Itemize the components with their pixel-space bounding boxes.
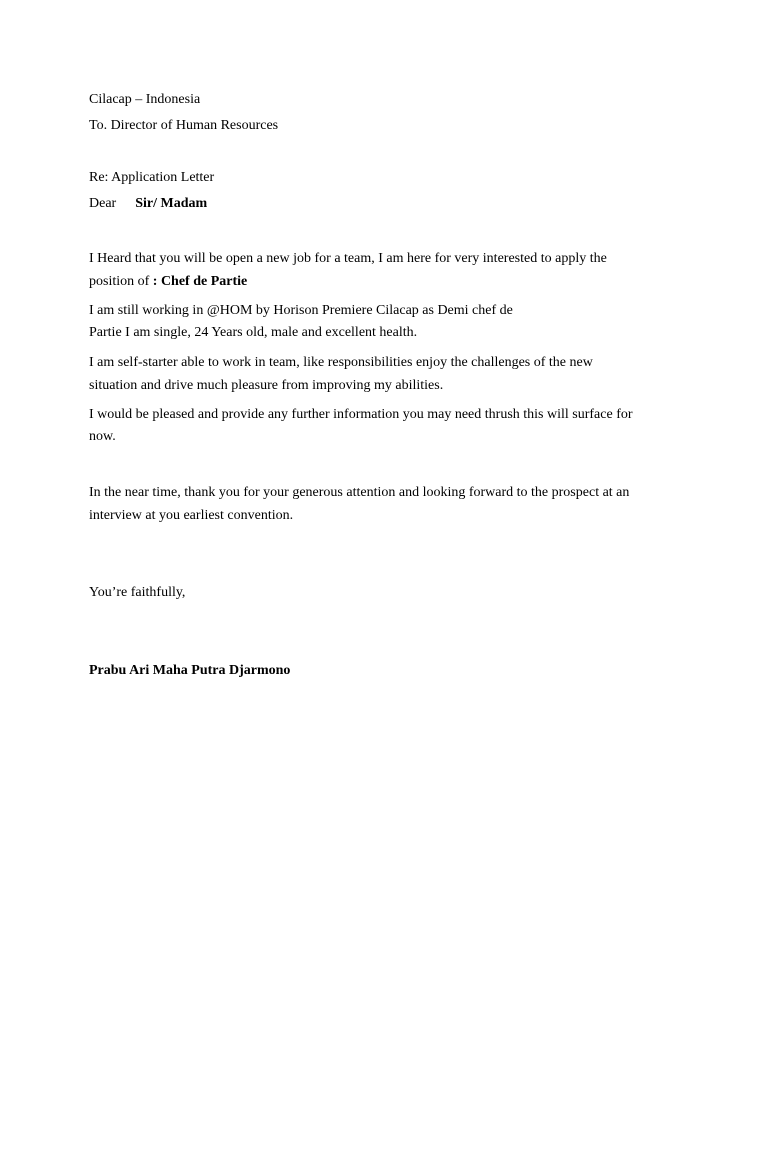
subject-line: Re: Application Letter [89, 170, 215, 185]
paragraph-3-line-1: I am self-starter able to work in team, like responsibilities enjoy the challenges of the new [89, 355, 593, 370]
position-label: position of [89, 274, 153, 289]
paragraph-2-line-2: Partie I am single, 24 Years old, male and excellent health. [89, 325, 418, 340]
salutation-name: Sir/ Madam [135, 196, 208, 211]
paragraph-1-line-2 [89, 275, 247, 289]
paragraph-2-line-1: I am still working in @HOM by Horison Premiere Cilacap as Demi chef de [89, 303, 513, 318]
paragraph-4-line-1: I would be pleased and provide any further information you may need thrush this will surface for [89, 407, 633, 422]
paragraph-1-line-1: I Heard that you will be open a new job for a team, I am here for very interested to apply the [89, 251, 607, 266]
paragraph-5-line-2: interview at you earliest convention. [89, 508, 294, 523]
salutation-prefix: Dear [89, 196, 117, 211]
paragraph-4-line-2: now. [89, 429, 116, 444]
salutation-line [89, 197, 207, 211]
location-line: Cilacap – Indonesia [89, 92, 201, 107]
closing-line: You’re faithfully, [89, 585, 186, 600]
paragraph-3-line-2: situation and drive much pleasure from improving my abilities. [89, 378, 444, 393]
position-title: : Chef de Partie [152, 274, 248, 289]
signature-name: Prabu Ari Maha Putra Djarmono [89, 663, 291, 678]
paragraph-5-line-1: In the near time, thank you for your generous attention and looking forward to the prospect at an [89, 485, 630, 500]
recipient-line: To. Director of Human Resources [89, 118, 279, 133]
